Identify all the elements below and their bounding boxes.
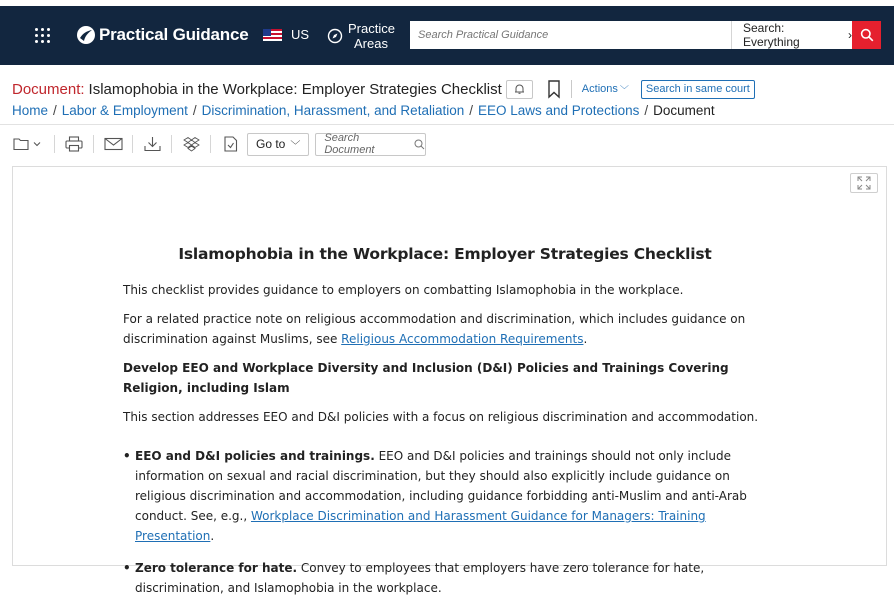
practice-areas-label: Practice Areas (348, 21, 395, 51)
search-same-court-button[interactable]: Search in same court (641, 80, 755, 99)
download-icon (144, 136, 161, 152)
document-content (123, 245, 773, 610)
bullet-text: Convey to employees that employers have zero tolerance for hate, discrimination, and Islamophobia in the workplace. (135, 561, 705, 595)
actions-label: Actions (581, 83, 618, 95)
brand-name: Practical Guidance (99, 25, 249, 44)
section-heading: Develop EEO and Workplace Diversity and Inclusion (D&I) Policies and Trainings Covering Religion, including Islam (123, 361, 729, 395)
document-search-placeholder: Search Document (324, 132, 375, 156)
document-heading: Islamophobia in the Workplace: Employer Strategies Checklist (178, 245, 712, 263)
related-suffix: . (583, 332, 588, 346)
main-search-input[interactable] (410, 21, 731, 49)
practice-areas-menu[interactable] (327, 21, 394, 51)
email-icon (104, 137, 123, 151)
goto-label: Go to (256, 137, 286, 151)
dropbox-icon (183, 136, 200, 152)
chevron-down-icon: ﹀ (619, 84, 629, 95)
toolbar-divider (54, 135, 55, 153)
breadcrumb (12, 103, 715, 118)
search-scope-dropdown[interactable] (731, 21, 852, 49)
apps-grid-icon[interactable] (35, 28, 51, 44)
print-icon (65, 136, 83, 152)
bullet-suffix: . (210, 529, 215, 543)
breadcrumb-current: Document (653, 103, 715, 118)
related-paragraph (123, 309, 773, 349)
document-title: Islamophobia in the Workplace: Employer Strategies Checklist (88, 80, 502, 98)
alert-button[interactable] (506, 80, 533, 99)
breadcrumb-labor-employment[interactable]: Labor & Employment (61, 103, 188, 118)
bullet-list (123, 446, 773, 598)
divider (571, 80, 572, 98)
export-icon (223, 136, 238, 152)
export-button[interactable] (221, 136, 239, 152)
compass-icon (327, 28, 343, 44)
expand-icon (857, 176, 871, 190)
top-header (0, 6, 894, 65)
bullet-text: EEO and D&I policies and trainings should not only include information on sexual and racial discrimination, but they should also explicitly include guidance on religious discrimination and accommodation, including guidance forbidding anti-Muslim and anti-Arab conduct. See, e.g., (135, 449, 747, 523)
chevron-right-icon: › (848, 28, 852, 42)
search-icon (860, 28, 874, 42)
breadcrumb-separator: / (469, 103, 473, 118)
goto-dropdown[interactable] (247, 133, 309, 156)
bell-icon (514, 83, 525, 95)
folder-menu[interactable] (12, 136, 44, 152)
document-label: Document: (12, 80, 85, 98)
actions-menu[interactable] (582, 83, 629, 96)
region-selector[interactable] (263, 27, 309, 42)
us-flag-icon (263, 29, 282, 41)
search-scope-label: Search: Everything (743, 21, 800, 49)
toolbar-divider (132, 135, 133, 153)
section-intro: This section addresses EEO and D&I policies with a focus on religious discrimination and accommodation. (123, 410, 759, 424)
toolbar-divider (171, 135, 172, 153)
header-divider (0, 124, 894, 125)
list-item (123, 558, 773, 598)
list-item (123, 446, 773, 546)
print-button[interactable] (65, 136, 83, 152)
document-toolbar (12, 132, 426, 156)
toolbar-divider (93, 135, 94, 153)
related-text: For a related practice note on religious accommodation and discrimination, which includes guidance on discrimination against Muslims, see (123, 312, 746, 346)
document-search-input[interactable] (315, 133, 426, 156)
breadcrumb-separator: / (53, 103, 57, 118)
region-label: US (291, 27, 310, 42)
search-icon (414, 139, 425, 150)
breadcrumb-separator: / (644, 103, 649, 118)
toolbar-divider (210, 135, 211, 153)
brand-logo[interactable] (76, 22, 248, 48)
breadcrumb-discrimination[interactable]: Discrimination, Harassment, and Retaliation (201, 103, 465, 118)
intro-paragraph: This checklist provides guidance to employers on combatting Islamophobia in the workplace. (123, 283, 684, 297)
search-button[interactable] (852, 21, 881, 49)
bullet-title: EEO and D&I policies and trainings. (135, 449, 375, 463)
document-title-row (12, 78, 755, 100)
chevron-down-icon: ﹀ (290, 140, 301, 152)
folder-icon (13, 137, 43, 151)
bookmark-icon[interactable] (547, 80, 561, 98)
breadcrumb-home[interactable]: Home (12, 103, 49, 118)
document-viewer[interactable] (12, 166, 887, 595)
expand-button[interactable] (850, 173, 878, 193)
dropbox-button[interactable] (182, 136, 200, 152)
email-button[interactable] (104, 136, 122, 152)
breadcrumb-eeo-laws[interactable]: EEO Laws and Protections (478, 103, 640, 118)
religious-accommodation-link[interactable]: Religious Accommodation Requirements (341, 332, 584, 346)
breadcrumb-separator: / (192, 103, 197, 118)
download-button[interactable] (143, 136, 161, 152)
bullet-title: Zero tolerance for hate. (135, 561, 298, 575)
training-presentation-link[interactable]: Workplace Discrimination and Harassment Guidance for Managers: Training Presentation (135, 509, 706, 543)
brand-mark-icon (76, 25, 96, 45)
